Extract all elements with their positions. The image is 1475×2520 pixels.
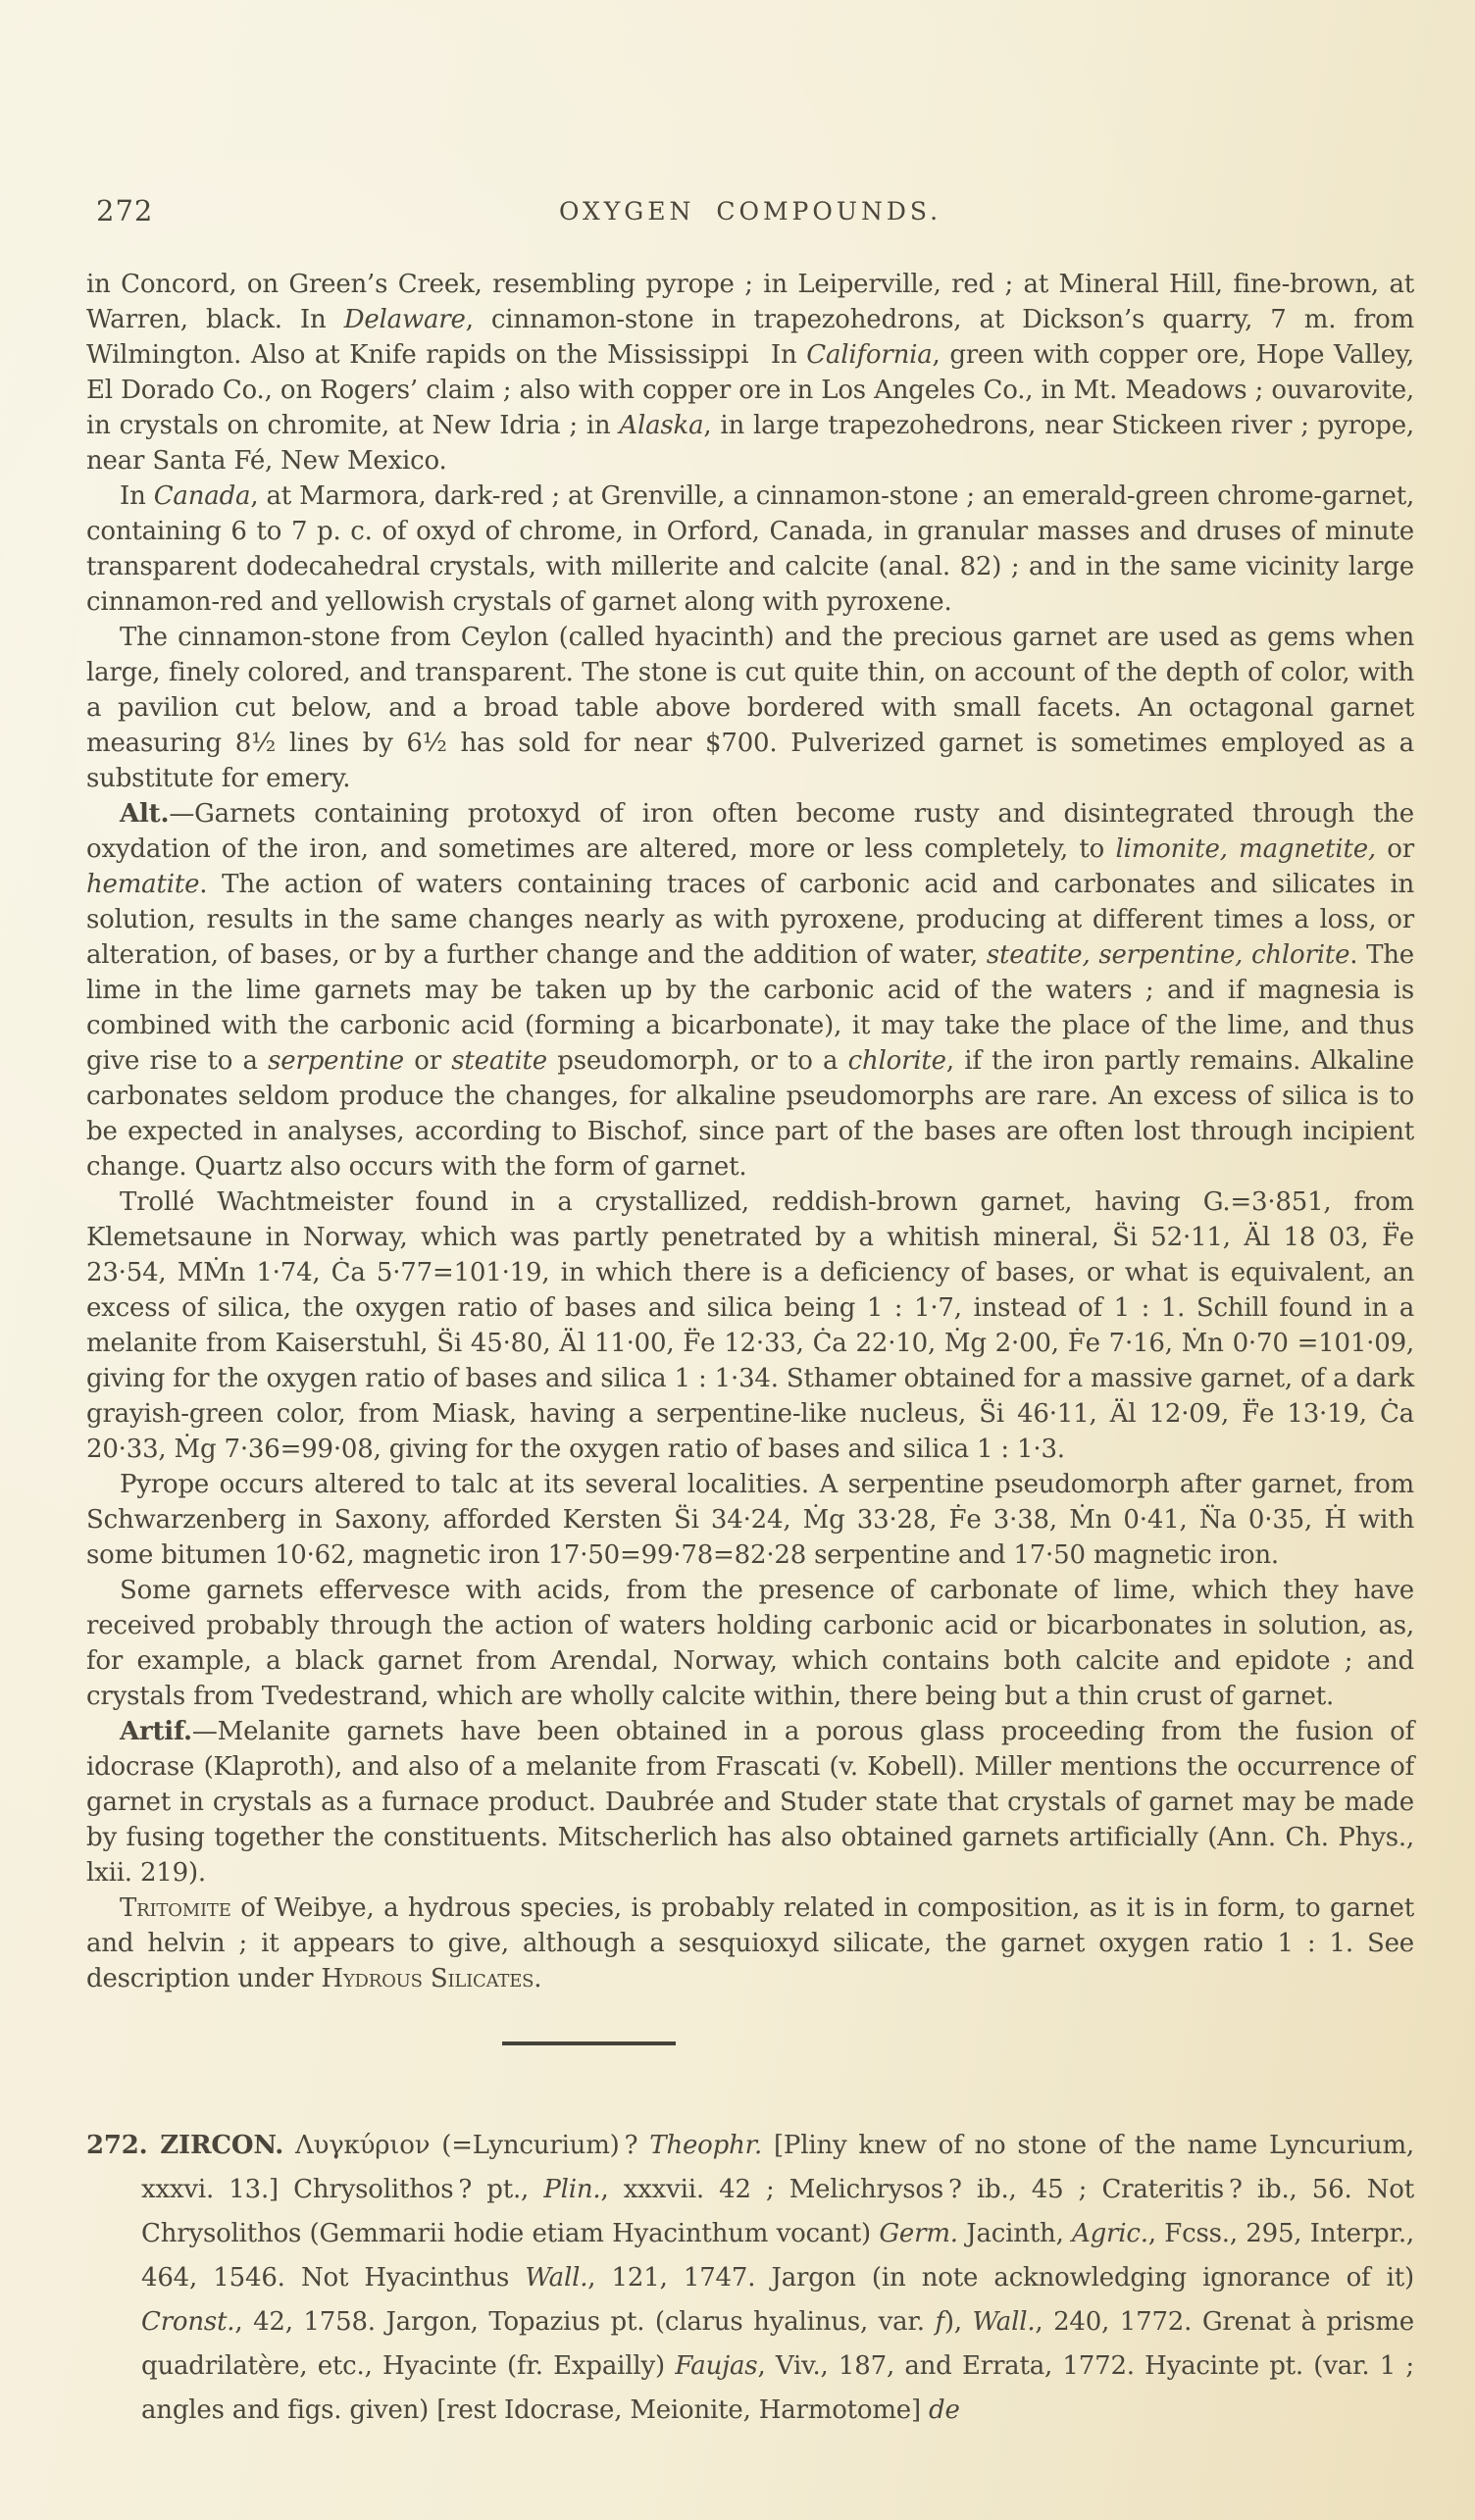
text-segment: [Pliny knew of no stone of the name Lyncurium, xxxvi. 13.] Chrysolithos ? pt., <box>141 2131 1414 2204</box>
text-segment: , xxxvii. 42 ; Melichrysos ? ib., 45 ; Crateritis ? ib., 56. Not Chrysolithos (Gemmarii hodie etiam Hyacinthum vocant) <box>141 2175 1414 2248</box>
text-segment: Cronst. <box>141 2307 235 2337</box>
text-segment: Alaska <box>619 411 704 440</box>
text-segment: , cinnamon-stone in trapezohedrons, at Dickson’s quarry, 7 m. from Wilmington. Also at Knife rapids on the Mississippi In <box>86 305 1414 370</box>
text-segment: or <box>403 1046 452 1076</box>
text-segment: In <box>120 481 154 511</box>
text-segment: . The action of waters containing traces of carbonic acid and carbonates and silicates in solution, results in the same changes nearly as with pyroxene, producing at different times a loss, or alteration, of bases, or by a further change and the addition of water, <box>86 870 1414 970</box>
text-segment: Artif. <box>120 1717 192 1746</box>
body-text <box>86 267 1414 1996</box>
text-segment: , in large trapezohedrons, near Stickeen river ; pyrope, near Santa Fé, New Mexico. <box>86 411 1414 476</box>
text-segment: , 121, 1747. Jargon (in note acknowledging ignorance of it) <box>587 2263 1414 2293</box>
paragraph <box>86 2124 1414 2433</box>
paragraph <box>86 1573 1414 1714</box>
text-segment: , Fcss., 295, Interpr., 464, 1546. Not Hyacinthus <box>141 2219 1414 2293</box>
text-segment: , Viv., 187, and Errata, 1772. Hyacinte pt. (var. 1 ; angles and figs. given) [rest Idocrase, Meionite, Harmotome] <box>141 2351 1414 2425</box>
text-segment: Hydrous Silicates <box>321 1964 534 1993</box>
zircon-entry <box>86 2124 1414 2433</box>
text-segment: steatite <box>451 1046 547 1076</box>
text-segment: —Garnets containing protoxyd of iron often become rusty and disintegrated through the oxydation of the iron, and sometimes are altered, more or less completely, to <box>86 799 1414 864</box>
text-segment: Trollé Wachtmeister found in a crystallized, reddish-brown garnet, having G.=3·851, from Klemetsaune in Norway, which was partly penetrated by a whitish mineral, S̈i 52·11, Äl 18 03, F̈e 23·54, MṀn 1·74, Ċa 5·77=101·19, in which there is a deficiency of bases, or what is equivalent, an excess of silica, the oxygen ratio of bases and silica being 1 : 1·7, instead of 1 : 1. Schill found in a melanite from Kaiserstuhl, S̈i 45·80, Äl 11·00, F̈e 12·33, Ċa 22·10, Ṁg 2·00, Ḟe 7·16, Ṁn 0·70 =101·09, giving for the oxygen ratio of bases and silica 1 : 1·34. Sthamer obtained for a massive garnet, of a dark grayish-green color, from Miask, having a serpentine-like nucleus, S̈i 46·11, Äl 12·09, F̈e 13·19, Ċa 20·33, Ṁg 7·36=99·08, giving for the oxygen ratio of bases and silica 1 : 1·3. <box>86 1187 1414 1464</box>
text-segment: California <box>806 340 933 370</box>
text-segment: Delaware <box>343 305 466 334</box>
text-segment: 272. ZIRCON. <box>86 2131 284 2160</box>
text-segment: pseudomorph, or to a <box>546 1046 848 1076</box>
text-segment: f <box>935 2307 944 2337</box>
paragraph <box>86 267 1414 479</box>
paragraph <box>86 1714 1414 1890</box>
paragraph <box>86 1184 1414 1467</box>
text-segment: Faujas <box>675 2351 758 2381</box>
text-segment: Wall. <box>972 2307 1036 2337</box>
text-segment: Alt. <box>120 799 170 829</box>
text-segment: de <box>929 2395 960 2425</box>
text-segment: Some garnets effervesce with acids, from the presence of carbonate of lime, which they have received probably through the action of waters holding carbonic acid or bicarbonates in solution, as, for example, a black garnet from Arendal, Norway, which contains both calcite and epidote ; and crystals from Tvedestrand, which are wholly calcite within, there being but a thin crust of garnet. <box>86 1576 1414 1711</box>
text-segment: chlorite <box>847 1046 946 1076</box>
text-segment: —Melanite garnets have been obtained in a porous glass proceeding from the fusion of idocrase (Klaproth), and also of a melanite from Frascati (v. Kobell). Miller mentions the occurrence of garnet in crystals as a furnace product. Daubrée and Studer state that crystals of garnet may be made by fusing together the constituents. Mitscherlich has also obtained garnets artificially (Ann. Ch. Phys., lxii. 219). <box>86 1717 1414 1888</box>
text-segment: Jacinth, <box>957 2219 1073 2248</box>
text-segment: ), <box>943 2307 973 2337</box>
text-segment: steatite, serpentine, chlorite <box>986 940 1350 970</box>
paragraph <box>86 796 1414 1184</box>
text-segment: Canada <box>153 481 251 511</box>
paragraph <box>86 1467 1414 1573</box>
running-head: OXYGEN COMPOUNDS. <box>558 197 942 226</box>
text-segment: serpentine <box>268 1046 404 1076</box>
page-header <box>86 194 1414 233</box>
text-segment: , 42, 1758. Jargon, Topazius pt. (clarus hyalinus, var. <box>234 2307 936 2337</box>
text-segment: , green with copper ore, Hope Valley, El Dorado Co., on Rogers’ claim ; also with copper ore in Los Angeles Co., in Mt. Meadows ; ouvarovite, in crystals on chromite, at New Idria ; in <box>86 340 1415 440</box>
text-segment: Plin. <box>543 2175 601 2204</box>
text-segment: Tritomite <box>120 1893 231 1923</box>
text-segment: Pyrope occurs altered to talc at its several localities. A serpentine pseudomorph after garnet, from Schwarzenberg in Saxony, afforded Kersten S̈i 34·24, Ṁg 33·28, Ḟe 3·38, Ṁn 0·41, N̈a 0·35, Ḣ with some bitumen 10·62, magnetic iron 17·50=99·78=82·28 serpentine and 17·50 magnetic iron. <box>86 1470 1414 1570</box>
text-segment: Germ. <box>879 2219 958 2248</box>
text-segment: Wall. <box>525 2263 588 2293</box>
text-segment: Agric. <box>1072 2219 1148 2248</box>
text-segment: in Concord, on Green’s Creek, resembling pyrope ; in Leiperville, red ; at Mineral Hill, fine-brown, at Warren, black. In <box>86 270 1414 334</box>
text-segment: . <box>534 1964 542 1993</box>
text-segment: hematite <box>86 870 200 899</box>
text-segment: , if the iron partly remains. Alkaline carbonates seldom produce the changes, for alkaline pseudomorphs are rare. An excess of silica is to be expected in analyses, according to Bischof, since part of the bases are often lost through incipient change. Quartz also occurs with the form of garnet. <box>86 1046 1414 1182</box>
text-segment: , at Marmora, dark-red ; at Grenville, a cinnamon-stone ; an emerald-green chrome-garnet, containing 6 to 7 p. c. of oxyd of chrome, in Orford, Canada, in granular masses and druses of minute transparent dodecahedral crystals, with millerite and calcite (anal. 82) ; and in the same vicinity large cinnamon-red and yellowish crystals of garnet along with pyroxene. <box>86 481 1415 617</box>
text-segment: Λυγκύριον (=Lyncurium) ? <box>283 2131 650 2160</box>
text-segment: or <box>1375 834 1414 864</box>
text-segment: . The lime in the lime garnets may be taken up by the carbonic acid of the waters ; and if magnesia is combined with the carbonic acid (forming a bicarbonate), it may take the place of the lime, and thus give rise to a <box>86 940 1414 1076</box>
text-segment: of Weibye, a hydrous species, is probably related in composition, as it is in form, to garnet and helvin ; it appears to give, although a sesquioxyd silicate, the garnet oxygen ratio 1 : 1. See description under <box>86 1893 1414 1993</box>
page-number: 272 <box>96 194 154 227</box>
text-segment: The cinnamon-stone from Ceylon (called hyacinth) and the precious garnet are used as gems when large, finely colored, and transparent. The stone is cut quite thin, on account of the depth of color, with a pavilion cut below, and a broad table above bordered with small facets. An octagonal garnet measuring 8½ lines by 6½ has sold for near $700. Pulverized garnet is sometimes employed as a substitute for emery. <box>86 623 1414 793</box>
text-segment: limonite, magnetite, <box>1115 834 1376 864</box>
section-divider <box>502 2041 676 2045</box>
paragraph <box>86 620 1414 796</box>
paragraph <box>86 479 1414 620</box>
text-segment: , 240, 1772. Grenat à prisme quadrilatère, etc., Hyacinte (fr. Expailly) <box>141 2307 1414 2381</box>
paragraph <box>86 1890 1414 1996</box>
text-segment: Theophr. <box>649 2131 763 2160</box>
